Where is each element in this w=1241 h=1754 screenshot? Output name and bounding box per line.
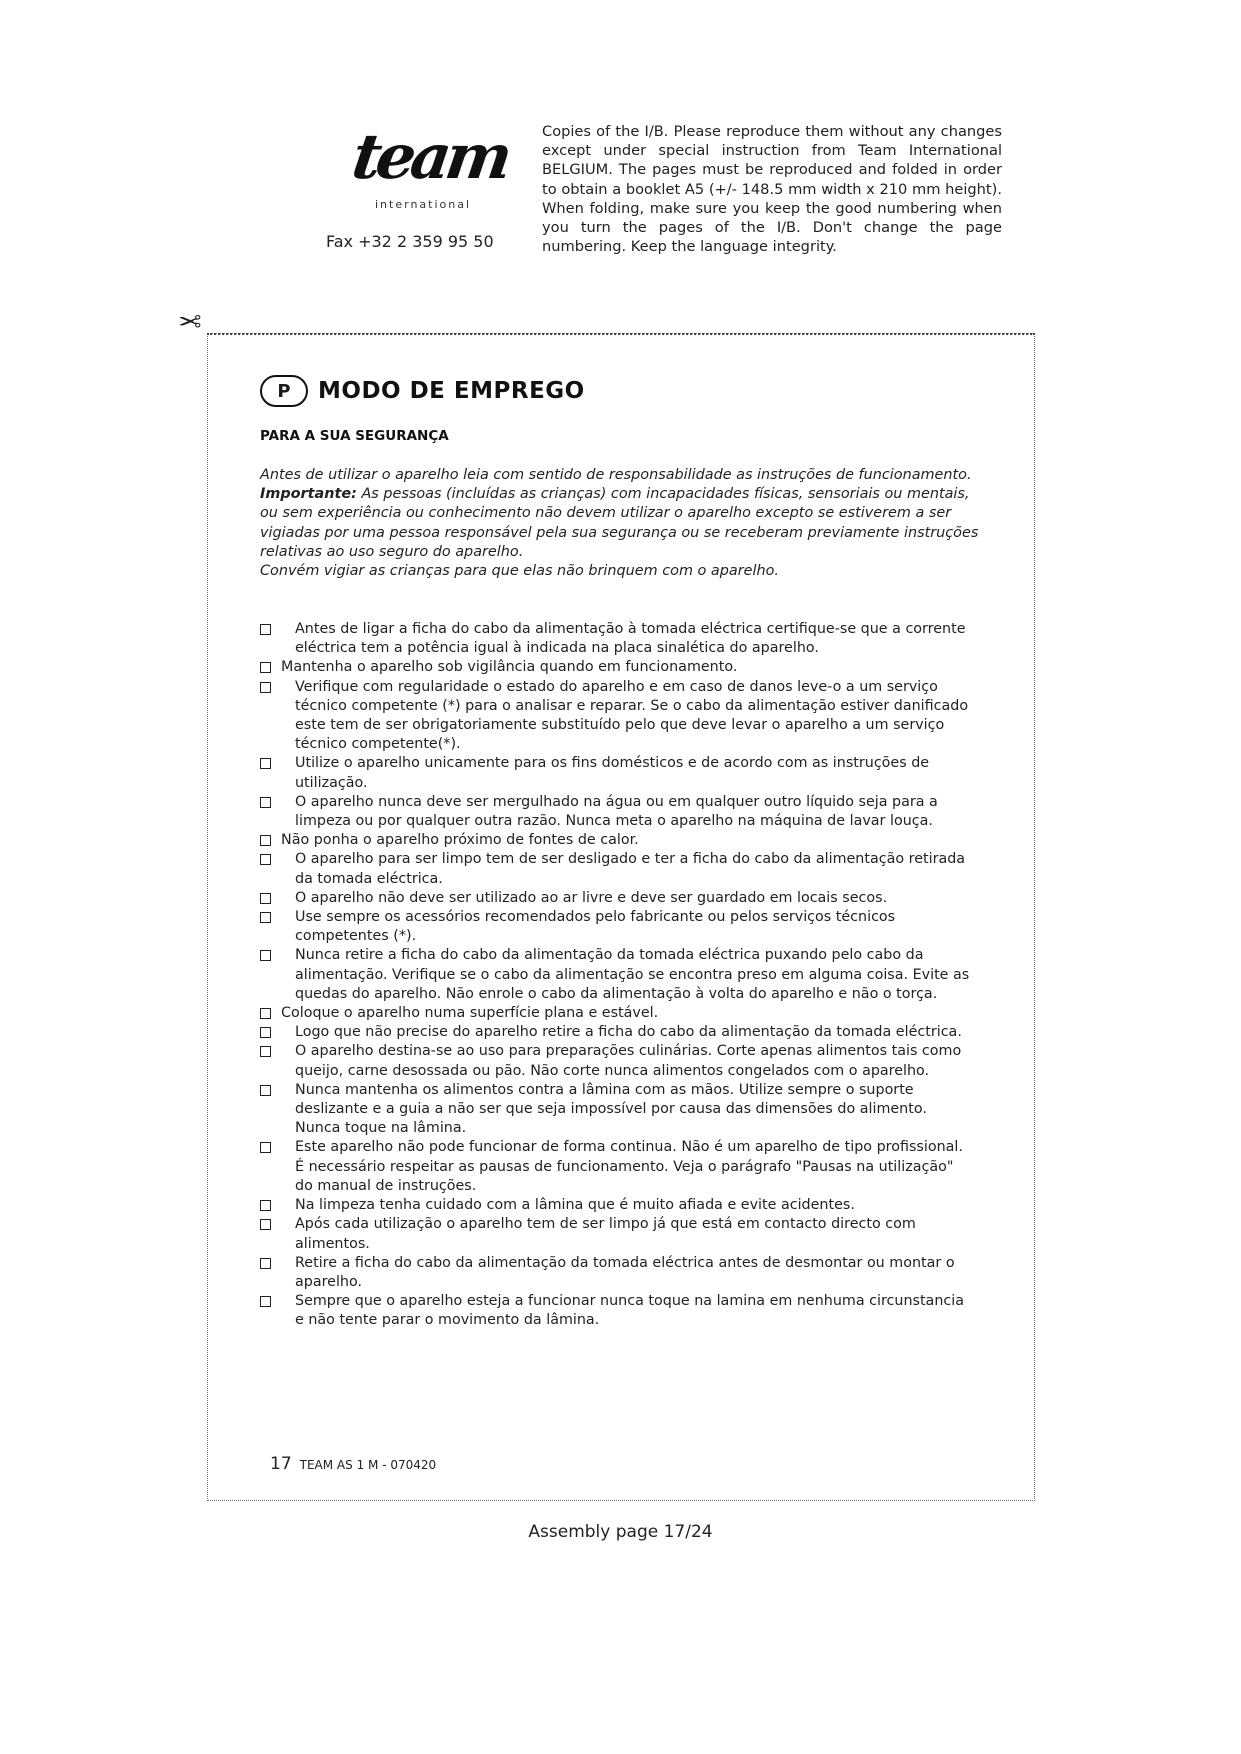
checkbox-bullet-icon	[260, 682, 271, 693]
list-item: Este aparelho não pode funcionar de forma continua. Não é um aparelho de tipo profissional. É necessário respeitar as pausas de funcionamento. Veja o parágrafo "Pausas na utilização" do manual de instruções.	[260, 1138, 975, 1196]
page-title: MODO DE EMPREGO	[318, 378, 585, 404]
safety-list	[260, 620, 975, 1331]
list-item: Mantenha o aparelho sob vigilância quando em funcionamento.	[260, 658, 975, 677]
assembly-page: Assembly page 17/24	[528, 1522, 713, 1542]
checkbox-bullet-icon	[260, 1008, 271, 1019]
checkbox-bullet-icon	[260, 854, 271, 865]
list-item: Após cada utilização o aparelho tem de ser limpo já que está em contacto directo com alimentos.	[260, 1215, 975, 1253]
logo-wordmark: team	[347, 120, 513, 193]
checkbox-bullet-icon	[260, 1027, 271, 1038]
checkbox-bullet-icon	[260, 950, 271, 961]
list-item: Na limpeza tenha cuidado com a lâmina que é muito afiada e evite acidentes.	[260, 1196, 975, 1215]
cut-line	[207, 333, 1035, 335]
list-item: O aparelho não deve ser utilizado ao ar livre e deve ser guardado em locais secos.	[260, 889, 975, 908]
page-footer	[270, 1454, 436, 1474]
list-item: O aparelho para ser limpo tem de ser desligado e ter a ficha do cabo da alimentação retirada da tomada eléctrica.	[260, 850, 975, 888]
logo-subtext: international	[375, 198, 472, 211]
list-item: O aparelho destina-se ao uso para preparações culinárias. Corte apenas alimentos tais como queijo, carne desossada ou pão. Não corte nunca alimentos congelados com o aparelho.	[260, 1042, 975, 1080]
list-item: O aparelho nunca deve ser mergulhado na água ou em qualquer outro líquido seja para a limpeza ou por qualquer outra razão. Nunca meta o aparelho na máquina de lavar louça.	[260, 793, 975, 831]
page-number: 17	[270, 1454, 292, 1474]
important-label: Importante:	[260, 486, 357, 503]
checkbox-bullet-icon	[260, 1296, 271, 1307]
checkbox-bullet-icon	[260, 624, 271, 635]
language-badge: P	[260, 375, 308, 407]
intro-text	[260, 466, 980, 581]
list-item: Nunca mantenha os alimentos contra a lâmina com as mãos. Utilize sempre o suporte deslizante e a guia a não ser que seja impossível por causa das dimensões do alimento. Nunca toque na lâmina.	[260, 1081, 975, 1139]
checkbox-bullet-icon	[260, 758, 271, 769]
important-paragraph	[260, 485, 980, 562]
checkbox-bullet-icon	[260, 835, 271, 846]
checkbox-bullet-icon	[260, 662, 271, 673]
list-item: Sempre que o aparelho esteja a funcionar nunca toque na lamina em nenhuma circunstancia e não tente parar o movimento da lâmina.	[260, 1292, 975, 1330]
list-item: Nunca retire a ficha do cabo da alimentação da tomada eléctrica puxando pelo cabo da alimentação. Verifique se o cabo da alimentação se encontra preso em alguma coisa. Evite as quedas do aparelho. Não enrole o cabo da alimentação à volta do aparelho e não o torça.	[260, 946, 975, 1004]
checkbox-bullet-icon	[260, 1200, 271, 1211]
team-logo	[345, 118, 513, 218]
reproduction-notice: Copies of the I/B. Please reproduce them without any changes except under special instruction from Team International BELGIUM. The pages must be reproduced and folded in order to obtain a booklet A5 (+/- 148.5 mm width x 210 mm height). When folding, make sure you keep the good numbering when you turn the pages of the I/B. Don't change the page numbering. Keep the language integrity.	[542, 123, 1002, 256]
list-item: Retire a ficha do cabo da alimentação da tomada eléctrica antes de desmontar ou montar o aparelho.	[260, 1254, 975, 1292]
fax-number: Fax +32 2 359 95 50	[326, 232, 494, 251]
intro-paragraph: Antes de utilizar o aparelho leia com sentido de responsabilidade as instruções de funcionamento.	[260, 467, 972, 483]
list-item: Verifique com regularidade o estado do aparelho e em caso de danos leve-o a um serviço técnico competente (*) para o analisar e reparar. Se o cabo da alimentação estiver danificado este tem de ser obrigatoriamente substituído pelo que deve levar o aparelho a um serviço técnico competente(*).	[260, 678, 975, 755]
scissors-icon: ✂	[178, 304, 202, 337]
section-subtitle: PARA A SUA SEGURANÇA	[260, 428, 449, 444]
checkbox-bullet-icon	[260, 1085, 271, 1096]
checkbox-bullet-icon	[260, 1258, 271, 1269]
children-paragraph: Convém vigiar as crianças para que elas não brinquem com o aparelho.	[260, 563, 779, 580]
list-item: Logo que não precise do aparelho retire a ficha do cabo da alimentação da tomada eléctrica.	[260, 1023, 975, 1042]
list-item: Use sempre os acessórios recomendados pelo fabricante ou pelos serviços técnicos competentes (*).	[260, 908, 975, 946]
list-item: Não ponha o aparelho próximo de fontes de calor.	[260, 831, 975, 850]
checkbox-bullet-icon	[260, 1219, 271, 1230]
list-item: Coloque o aparelho numa superfície plana e estável.	[260, 1004, 975, 1023]
checkbox-bullet-icon	[260, 1142, 271, 1153]
checkbox-bullet-icon	[260, 893, 271, 904]
section-title-row	[260, 375, 585, 407]
list-item: Utilize o aparelho unicamente para os fins domésticos e de acordo com as instruções de utilização.	[260, 754, 975, 792]
checkbox-bullet-icon	[260, 1046, 271, 1057]
checkbox-bullet-icon	[260, 912, 271, 923]
document-code: TEAM AS 1 M - 070420	[299, 1458, 437, 1472]
list-item: Antes de ligar a ficha do cabo da alimentação à tomada eléctrica certifique-se que a corrente eléctrica tem a potência igual à indicada na placa sinalética do aparelho.	[260, 620, 975, 658]
checkbox-bullet-icon	[260, 797, 271, 808]
important-text: As pessoas (incluídas as crianças) com incapacidades físicas, sensoriais ou mentais, ou sem experiência ou conhecimento não devem utilizar o aparelho excepto se estiverem a ser vigiadas por uma pessoa responsável pela sua segurança ou se receberam previamente instruções relativas ao uso seguro do aparelho.	[260, 486, 979, 560]
